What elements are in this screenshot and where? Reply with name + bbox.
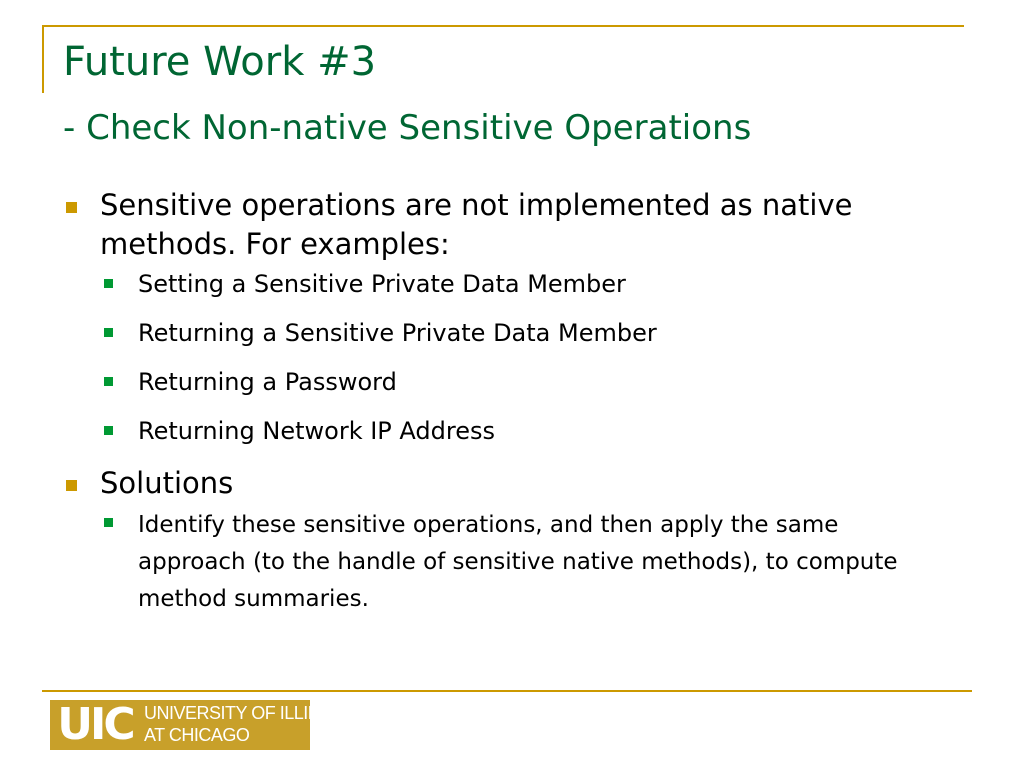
green-square-bullet-icon — [104, 426, 113, 435]
sub-bullet-item — [66, 268, 966, 300]
green-square-bullet-icon — [104, 279, 113, 288]
bullet-item-2 — [66, 464, 966, 503]
logo-line-1: UNIVERSITY OF ILLINOIS — [144, 703, 350, 723]
sub-bullet-text: Setting a Sensitive Private Data Member — [138, 270, 626, 298]
sub-bullet-item — [66, 317, 966, 349]
sub-bullet-item — [66, 366, 966, 398]
uic-logo — [50, 699, 350, 750]
gold-square-bullet-icon — [66, 480, 77, 491]
logo-wordmark — [144, 702, 350, 746]
bullet-text: Sensitive operations are not implemented as native methods. For examples: — [100, 188, 853, 261]
green-square-bullet-icon — [104, 377, 113, 386]
top-horizontal-rule — [42, 25, 964, 27]
slide-title: Future Work #3 — [63, 39, 377, 85]
sub-bullet-text: Returning Network IP Address — [138, 417, 495, 445]
gold-square-bullet-icon — [66, 202, 77, 213]
bullet-text: Solutions — [100, 466, 234, 500]
logo-line-2: AT CHICAGO — [144, 725, 250, 745]
sub-bullet-item — [66, 415, 966, 447]
green-square-bullet-icon — [104, 328, 113, 337]
sub-bullet-list-1 — [66, 268, 966, 447]
bottom-horizontal-rule — [42, 690, 972, 692]
sub-bullet-text: Returning a Sensitive Private Data Member — [138, 319, 657, 347]
green-square-bullet-icon — [104, 518, 113, 527]
bullet-item-1 — [66, 186, 966, 264]
top-left-vertical-rule — [42, 25, 44, 93]
sub-bullet-text: Returning a Password — [138, 368, 397, 396]
sub-bullet-text: Identify these sensitive operations, and then apply the same approach (to the handle of sensitive native methods), to compute method summaries. — [138, 512, 898, 612]
sub-bullet-item — [66, 507, 918, 618]
sub-bullet-list-2 — [66, 507, 966, 618]
slide-content — [66, 186, 966, 635]
logo-mark: UIC — [57, 699, 133, 750]
slide-subtitle: - Check Non-native Sensitive Operations — [63, 108, 752, 148]
